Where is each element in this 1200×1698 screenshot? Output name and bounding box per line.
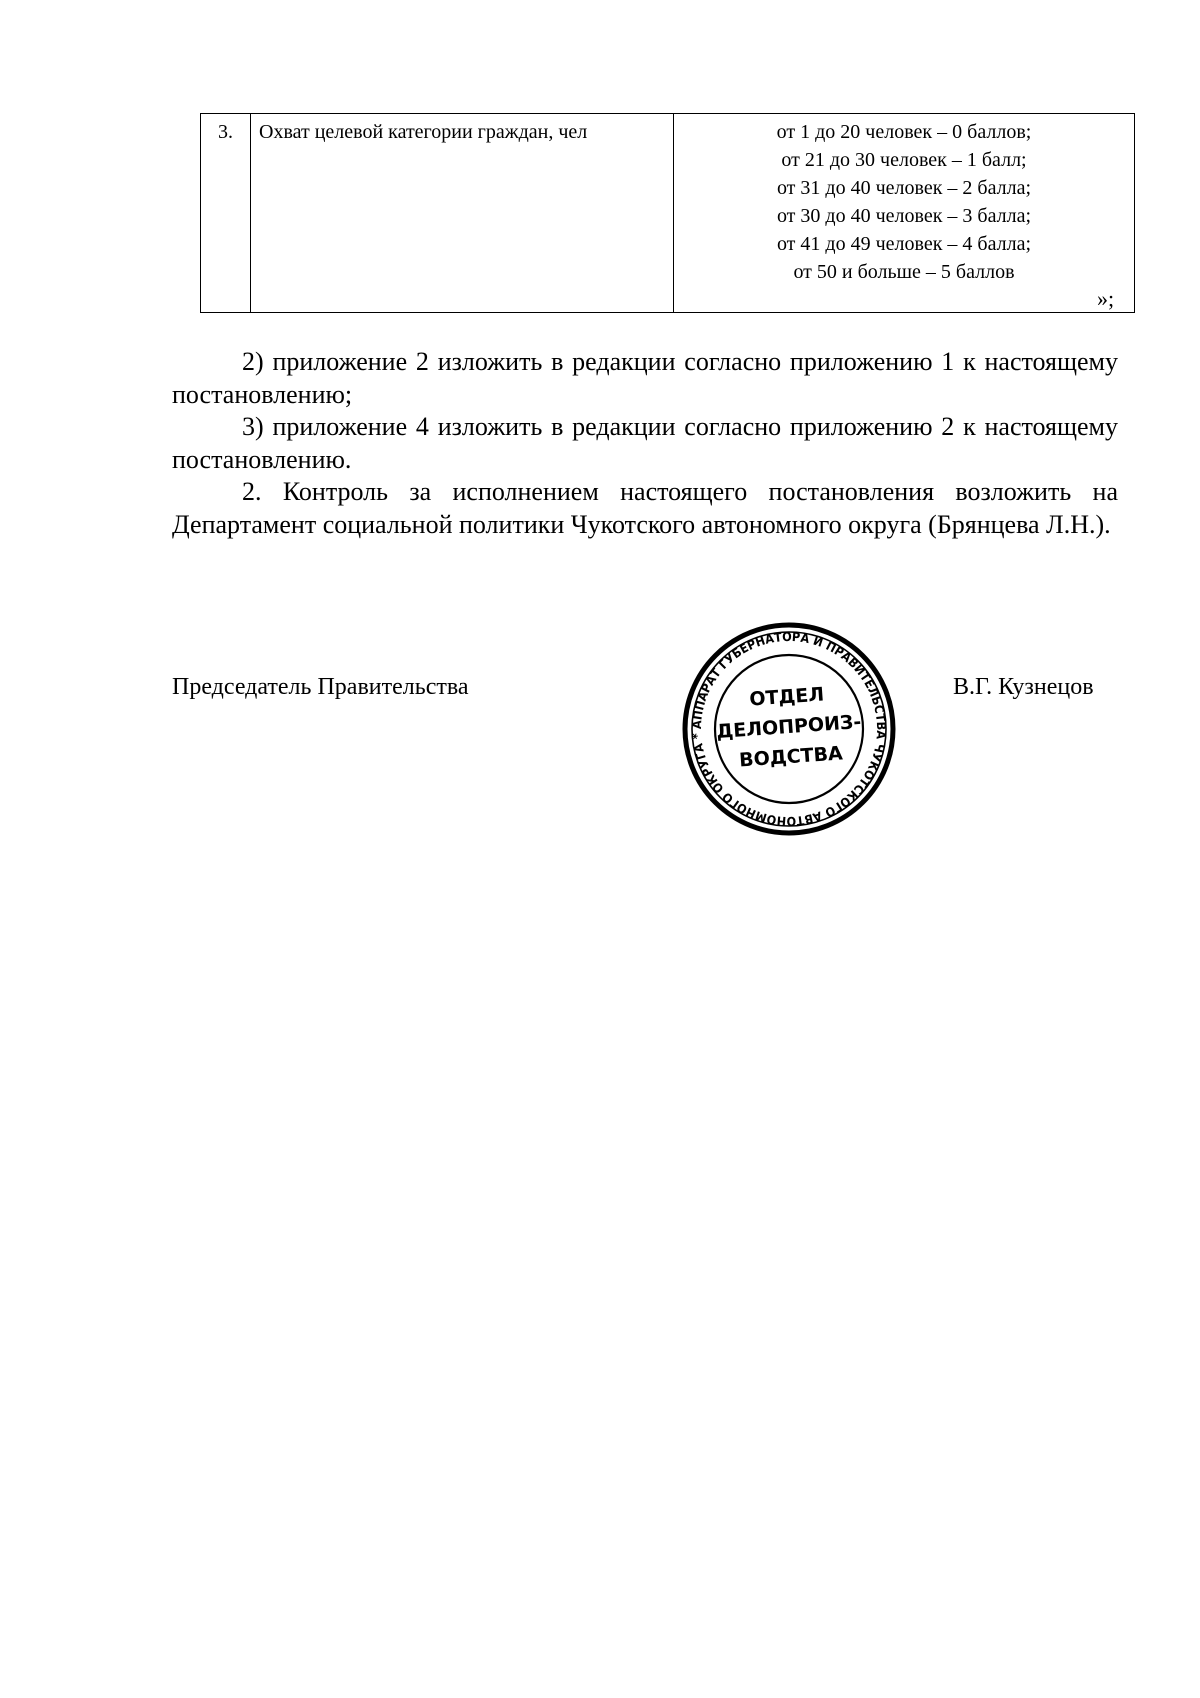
paragraph-item-3: 3) приложение 4 изложить в редакции согласно приложению 2 к настоящему постановлению.	[172, 412, 1118, 474]
score-line: от 41 до 49 человек – 4 балла;	[776, 233, 1032, 255]
seal-center-line: ОТДЕЛ	[748, 683, 825, 711]
official-seal-stamp	[680, 620, 898, 838]
closing-quote: »;	[1097, 286, 1115, 311]
score-line: от 31 до 40 человек – 2 балла;	[776, 177, 1032, 199]
paragraph-control: 2. Контроль за исполнением настоящего постановления возложить на Департамент социальной политики Чукотского автономного округа (Брянцева Л.Н.).	[172, 477, 1118, 539]
seal-center-line: ДЕЛОПРОИЗ-	[715, 710, 863, 744]
score-line: от 21 до 30 человек – 1 балл;	[781, 149, 1027, 171]
signatory-name: В.Г. Кузнецов	[953, 674, 1094, 700]
table-row	[201, 114, 1135, 313]
signatory-title: Председатель Правительства	[172, 674, 469, 700]
score-line: от 1 до 20 человек – 0 баллов;	[776, 121, 1032, 143]
criterion-scores	[674, 114, 1135, 313]
criterion-name: Охват целевой категории граждан, чел	[251, 114, 674, 313]
paragraph-item-2: 2) приложение 2 изложить в редакции согласно приложению 1 к настоящему постановлению;	[172, 347, 1118, 409]
seal-ring-text: АППАРАТ ГУБЕРНАТОРА И ПРАВИТЕЛЬСТВА ЧУКОТСКОГО АВТОНОМНОГО ОКРУГА *	[688, 628, 890, 830]
score-line: от 50 и больше – 5 баллов	[793, 261, 1015, 283]
score-line: от 30 до 40 человек – 3 балла;	[776, 205, 1032, 227]
row-number: 3.	[201, 114, 251, 313]
seal-center	[714, 681, 864, 773]
criteria-table	[200, 113, 1135, 313]
seal-center-line: ВОДСТВА	[738, 742, 844, 772]
document-body	[172, 346, 1118, 541]
